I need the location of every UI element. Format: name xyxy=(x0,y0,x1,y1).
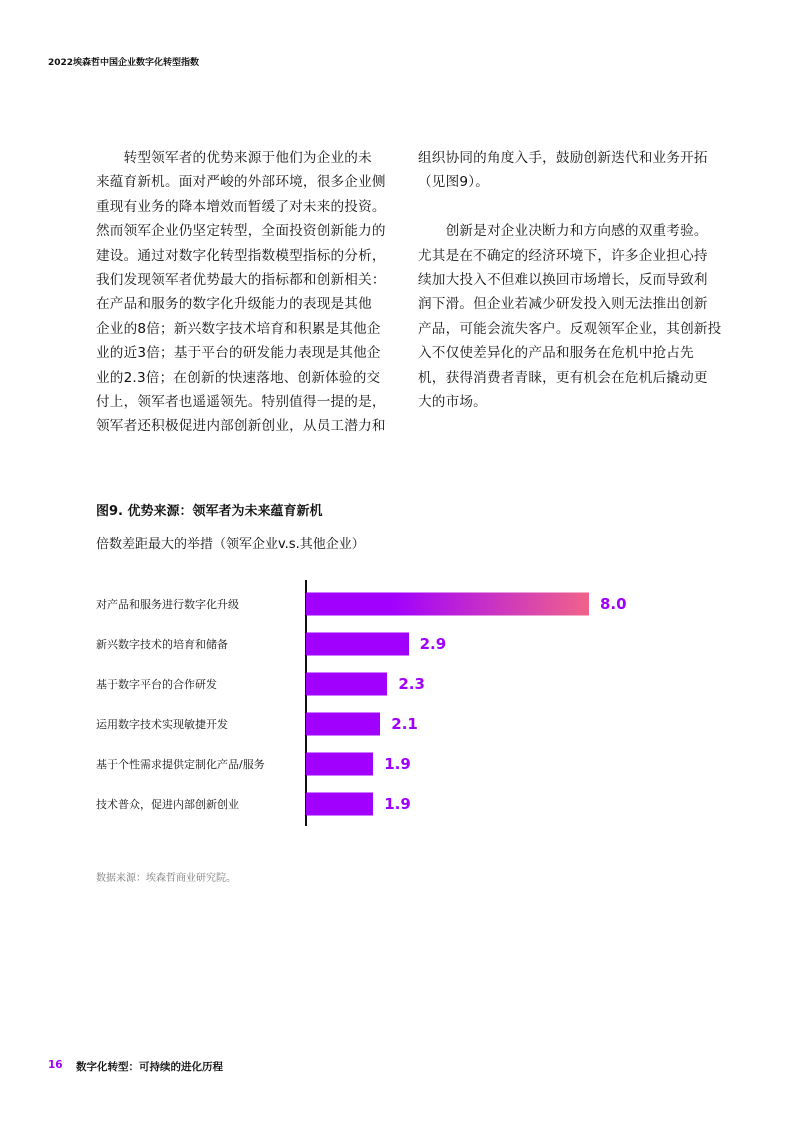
value-label: 2.1 xyxy=(391,715,418,733)
value-label: 1.9 xyxy=(384,755,411,773)
body-text-line: 在产品和服务的数字化升级能力的表现是其他 xyxy=(96,296,372,313)
body-text-line: 来蕴育新机。面对严峻的外部环境，很多企业侧 xyxy=(96,174,386,191)
body-text-line: 重现有业务的降本增效而暂缓了对未来的投资。 xyxy=(96,198,386,215)
body-text-line: 领军者还积极促进内部创新创业，从员工潜力和 xyxy=(96,418,386,435)
body-text-line: 转型领军者的优势来源于他们为企业的未 xyxy=(96,150,372,166)
category-label: 新兴数字技术的培育和储备 xyxy=(96,638,228,651)
body-text-line: 企业的8倍；新兴数字技术培育和积累是其他企 xyxy=(96,320,381,337)
body-right-column xyxy=(418,146,721,414)
body-text-line: 尤其是在不确定的经济环境下，许多企业担心持 xyxy=(418,247,708,264)
footer-title: 数字化转型：可持续的进化历程 xyxy=(76,1061,223,1073)
value-label: 8.0 xyxy=(600,595,627,613)
bar xyxy=(306,753,373,776)
body-left-column xyxy=(96,146,386,439)
body-text-line: 建设。通过对数字化转型指数模型指标的分析， xyxy=(96,247,386,264)
body-text-line: 我们发现领军者优势最大的指标都和创新相关： xyxy=(96,272,386,289)
body-text-line: 机，获得消费者青睐，更有机会在危机后撬动更 xyxy=(418,369,708,386)
chart-axis xyxy=(305,580,307,826)
bar xyxy=(306,633,409,656)
body-text-line: 然而领军企业仍坚定转型，全面投资创新能力的 xyxy=(96,223,386,240)
bar xyxy=(306,673,387,696)
figure-title: 图9. 优势来源：领军者为未来蕴育新机 xyxy=(96,504,323,519)
value-label: 2.9 xyxy=(419,635,447,653)
body-text-line: （见图9）。 xyxy=(418,174,490,191)
bar xyxy=(306,593,589,616)
category-label: 基于数字平台的合作研发 xyxy=(96,678,217,691)
bar xyxy=(306,793,373,816)
category-label: 基于个性需求提供定制化产品/服务 xyxy=(96,758,265,771)
report-header: 2022埃森哲中国企业数字化转型指数 xyxy=(48,58,200,68)
body-text-line: 业的2.3倍；在创新的快速落地、创新体验的交 xyxy=(96,369,381,386)
body-text-line: 组织协同的角度入手，鼓励创新迭代和业务开拓 xyxy=(418,150,708,166)
body-text-line: 付上，领军者也遥遥领先。特别值得一提的是， xyxy=(96,394,386,411)
value-label: 1.9 xyxy=(384,795,411,813)
data-source: 数据来源：埃森哲商业研究院。 xyxy=(96,873,236,884)
body-text-line xyxy=(418,195,721,219)
category-label: 技术普众，促进内部创新创业 xyxy=(96,798,239,811)
body-text-line: 大的市场。 xyxy=(418,394,487,411)
page-number: 16 xyxy=(48,1059,63,1071)
body-text-line: 润下滑。但企业若减少研发投入则无法推出创新 xyxy=(418,296,708,313)
body-text-line: 产品，可能会流失客户。反观领军企业，其创新投 xyxy=(418,320,722,337)
body-text-line: 续加大投入不但难以换回市场增长，反而导致利 xyxy=(418,272,708,289)
figure-subtitle: 倍数差距最大的举措（领军企业v.s.其他企业） xyxy=(96,537,365,552)
body-text-line: 入不仅使差异化的产品和服务在危机中抢占先 xyxy=(418,345,694,362)
bar xyxy=(306,713,380,736)
value-label: 2.3 xyxy=(398,675,425,693)
body-text-line: 创新是对企业决断力和方向感的双重考验。 xyxy=(418,223,708,240)
category-label: 运用数字技术实现敏捷开发 xyxy=(96,718,228,731)
category-label: 对产品和服务进行数字化升级 xyxy=(96,598,239,611)
body-text-line: 业的近3倍；基于平台的研发能力表现是其他企 xyxy=(96,345,381,362)
